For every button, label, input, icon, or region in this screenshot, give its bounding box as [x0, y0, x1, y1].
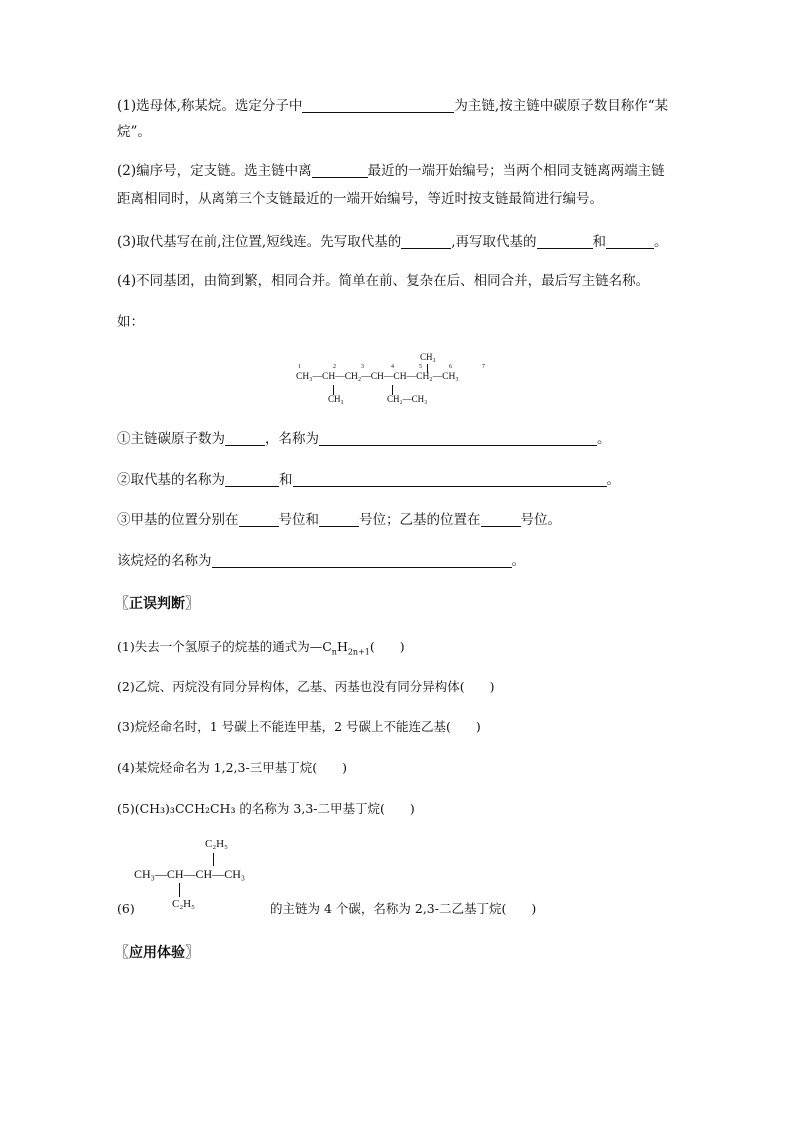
judge-item-4 [117, 758, 347, 778]
rule-1-text: (1)选母体,称某烷。选定分子中 [117, 98, 303, 114]
rule-3-text: (3)取代基写在前,注位置,短线连。先写取代基的 [117, 234, 402, 250]
judge-item-5-text: (5)(CH₃)₃CCH₂CH₃ 的名称为 3,3-二甲基丁烷( ) [117, 801, 415, 816]
rule-3-text-4: 。 [654, 234, 668, 250]
question-3-text-2: 号位和 [278, 512, 319, 528]
question-3-text-4: 号位。 [520, 512, 561, 528]
branch-methyl-c5: CH₃ [420, 352, 436, 362]
rule-3-text-2: ,再写取代基的 [451, 234, 537, 250]
corner-bracket-left: 〖 [115, 596, 129, 612]
item6-ethyl-bottom: C₂H₅ [172, 898, 195, 910]
judge-item-1 [117, 637, 405, 657]
branch-methyl-c2: CH₃ [328, 394, 344, 404]
question-3-text: ③甲基的位置分别在 [117, 512, 239, 528]
blank-substituent-2[interactable] [537, 234, 593, 249]
corner-bracket-right: 〗 [185, 596, 199, 612]
rule-2-text: (2)编序号，定支链。选主链中离 [117, 163, 312, 179]
question-2-text-2: 和 [279, 472, 293, 488]
rule-2-text-2: 最近的一端开始编号；当两个相同支链离两端主链 [367, 163, 665, 179]
main-chain-formula: CH₃—CH—CH₂—CH—CH—CH₂—CH₃ [296, 372, 459, 382]
question-4-text-2: 。 [511, 553, 525, 569]
question-3-line [117, 510, 561, 530]
example-label-text: 如： [117, 314, 144, 330]
carbon-number-6: 6 [449, 364, 452, 370]
judge-item-3-text: (3)烷烃命名时，1 号碳上不能连甲基，2 号碳上不能连乙基( ) [117, 719, 481, 734]
blank-substituent-3[interactable] [606, 234, 654, 249]
section-title-apply [115, 943, 199, 963]
blank-chain-name[interactable] [319, 431, 597, 446]
item6-bond-up [213, 853, 214, 866]
corner-bracket-left-2: 〖 [115, 945, 129, 961]
blank-substituent-name-1[interactable] [225, 472, 279, 487]
item6-ethyl-top: C₂H₅ [205, 838, 228, 850]
rule-3-line [117, 232, 668, 252]
carbon-number-7: 7 [482, 364, 485, 370]
judge-item-1-h: H [336, 639, 348, 654]
rule-1-line-2 [117, 122, 151, 142]
question-2-line [117, 470, 620, 490]
blank-ethyl-pos[interactable] [481, 512, 521, 527]
branch-ethyl-c4: CH₂—CH₃ [387, 394, 428, 404]
judge-item-1-sub-n: n [331, 647, 337, 657]
judge-item-5 [117, 799, 415, 819]
rule-1-text-2: 为主链,按主链中碳原子数目称作“某 [454, 98, 669, 114]
blank-substituent-1[interactable] [401, 234, 451, 249]
rule-3-text-3: 和 [592, 234, 607, 250]
judge-item-6-label [117, 899, 135, 919]
rule-2-line-2 [117, 189, 603, 209]
question-1-text: ①主链碳原子数为 [117, 431, 225, 447]
question-2-text: ②取代基的名称为 [117, 472, 225, 488]
rule-2-text-3: 距离相同时，从离第三个支链最近的一端开始编号，等近时按支链最简进行编号。 [117, 191, 603, 207]
section-title-judge-text: 正误判断 [129, 596, 185, 612]
judge-item-1-parens: ( ) [369, 639, 405, 654]
rule-1-text-3: 烷”。 [117, 124, 151, 140]
blank-methyl-pos-2[interactable] [319, 512, 359, 527]
question-4-text: 该烷烃的名称为 [117, 553, 212, 569]
judge-item-6-number: (6) [117, 901, 135, 916]
carbon-number-1: 1 [298, 364, 301, 370]
carbon-number-3: 3 [361, 364, 364, 370]
rule-2-line-1 [117, 161, 665, 181]
carbon-number-4: 4 [391, 364, 394, 370]
judge-item-2 [117, 677, 494, 697]
rule-4-text: (4)不同基团，由简到繁，相同合并。简单在前、复杂在后、相同合并，最后写主链名称。 [117, 273, 650, 289]
rule-4-line [117, 271, 649, 291]
judge-item-2-text: (2)乙烷、丙烷没有同分异构体，乙基、丙基也没有同分异构体( ) [117, 679, 495, 694]
blank-main-chain[interactable] [302, 98, 454, 113]
carbon-number-5: 5 [419, 364, 422, 370]
item6-bond-down [179, 883, 180, 897]
question-4-line [117, 551, 525, 571]
judge-item-6-text: 的主链为 4 个碳，名称为 2,3-二乙基丁烷( ) [270, 901, 537, 916]
item6-main-chain: CH₃—CH—CH—CH₃ [134, 867, 246, 881]
section-title-apply-text: 应用体验 [129, 945, 185, 961]
question-1-line [117, 429, 611, 449]
question-1-text-3: 。 [597, 431, 611, 447]
section-title-judge [115, 594, 199, 614]
judge-item-1-text: (1)失去一个氢原子的烷基的通式为—C [117, 639, 332, 654]
judge-item-1-sub-2n1: 2n+1 [347, 647, 370, 657]
blank-substituent-name-2[interactable] [293, 472, 607, 487]
blank-carbon-count[interactable] [225, 431, 265, 446]
rule-1-line-1 [117, 96, 668, 116]
example-label [117, 312, 144, 332]
blank-methyl-pos-1[interactable] [239, 512, 279, 527]
question-2-text-3: 。 [606, 472, 620, 488]
question-1-text-2: ，名称为 [265, 431, 319, 447]
question-3-text-3: 号位；乙基的位置在 [359, 512, 481, 528]
blank-numbering[interactable] [312, 163, 368, 178]
carbon-number-2: 2 [333, 364, 336, 370]
judge-item-4-text: (4)某烷烃命名为 1,2,3-三甲基丁烷( ) [117, 760, 347, 775]
blank-alkane-name[interactable] [212, 553, 512, 568]
judge-item-3 [117, 717, 481, 737]
corner-bracket-right-2: 〗 [185, 945, 199, 961]
judge-item-6 [270, 899, 536, 919]
